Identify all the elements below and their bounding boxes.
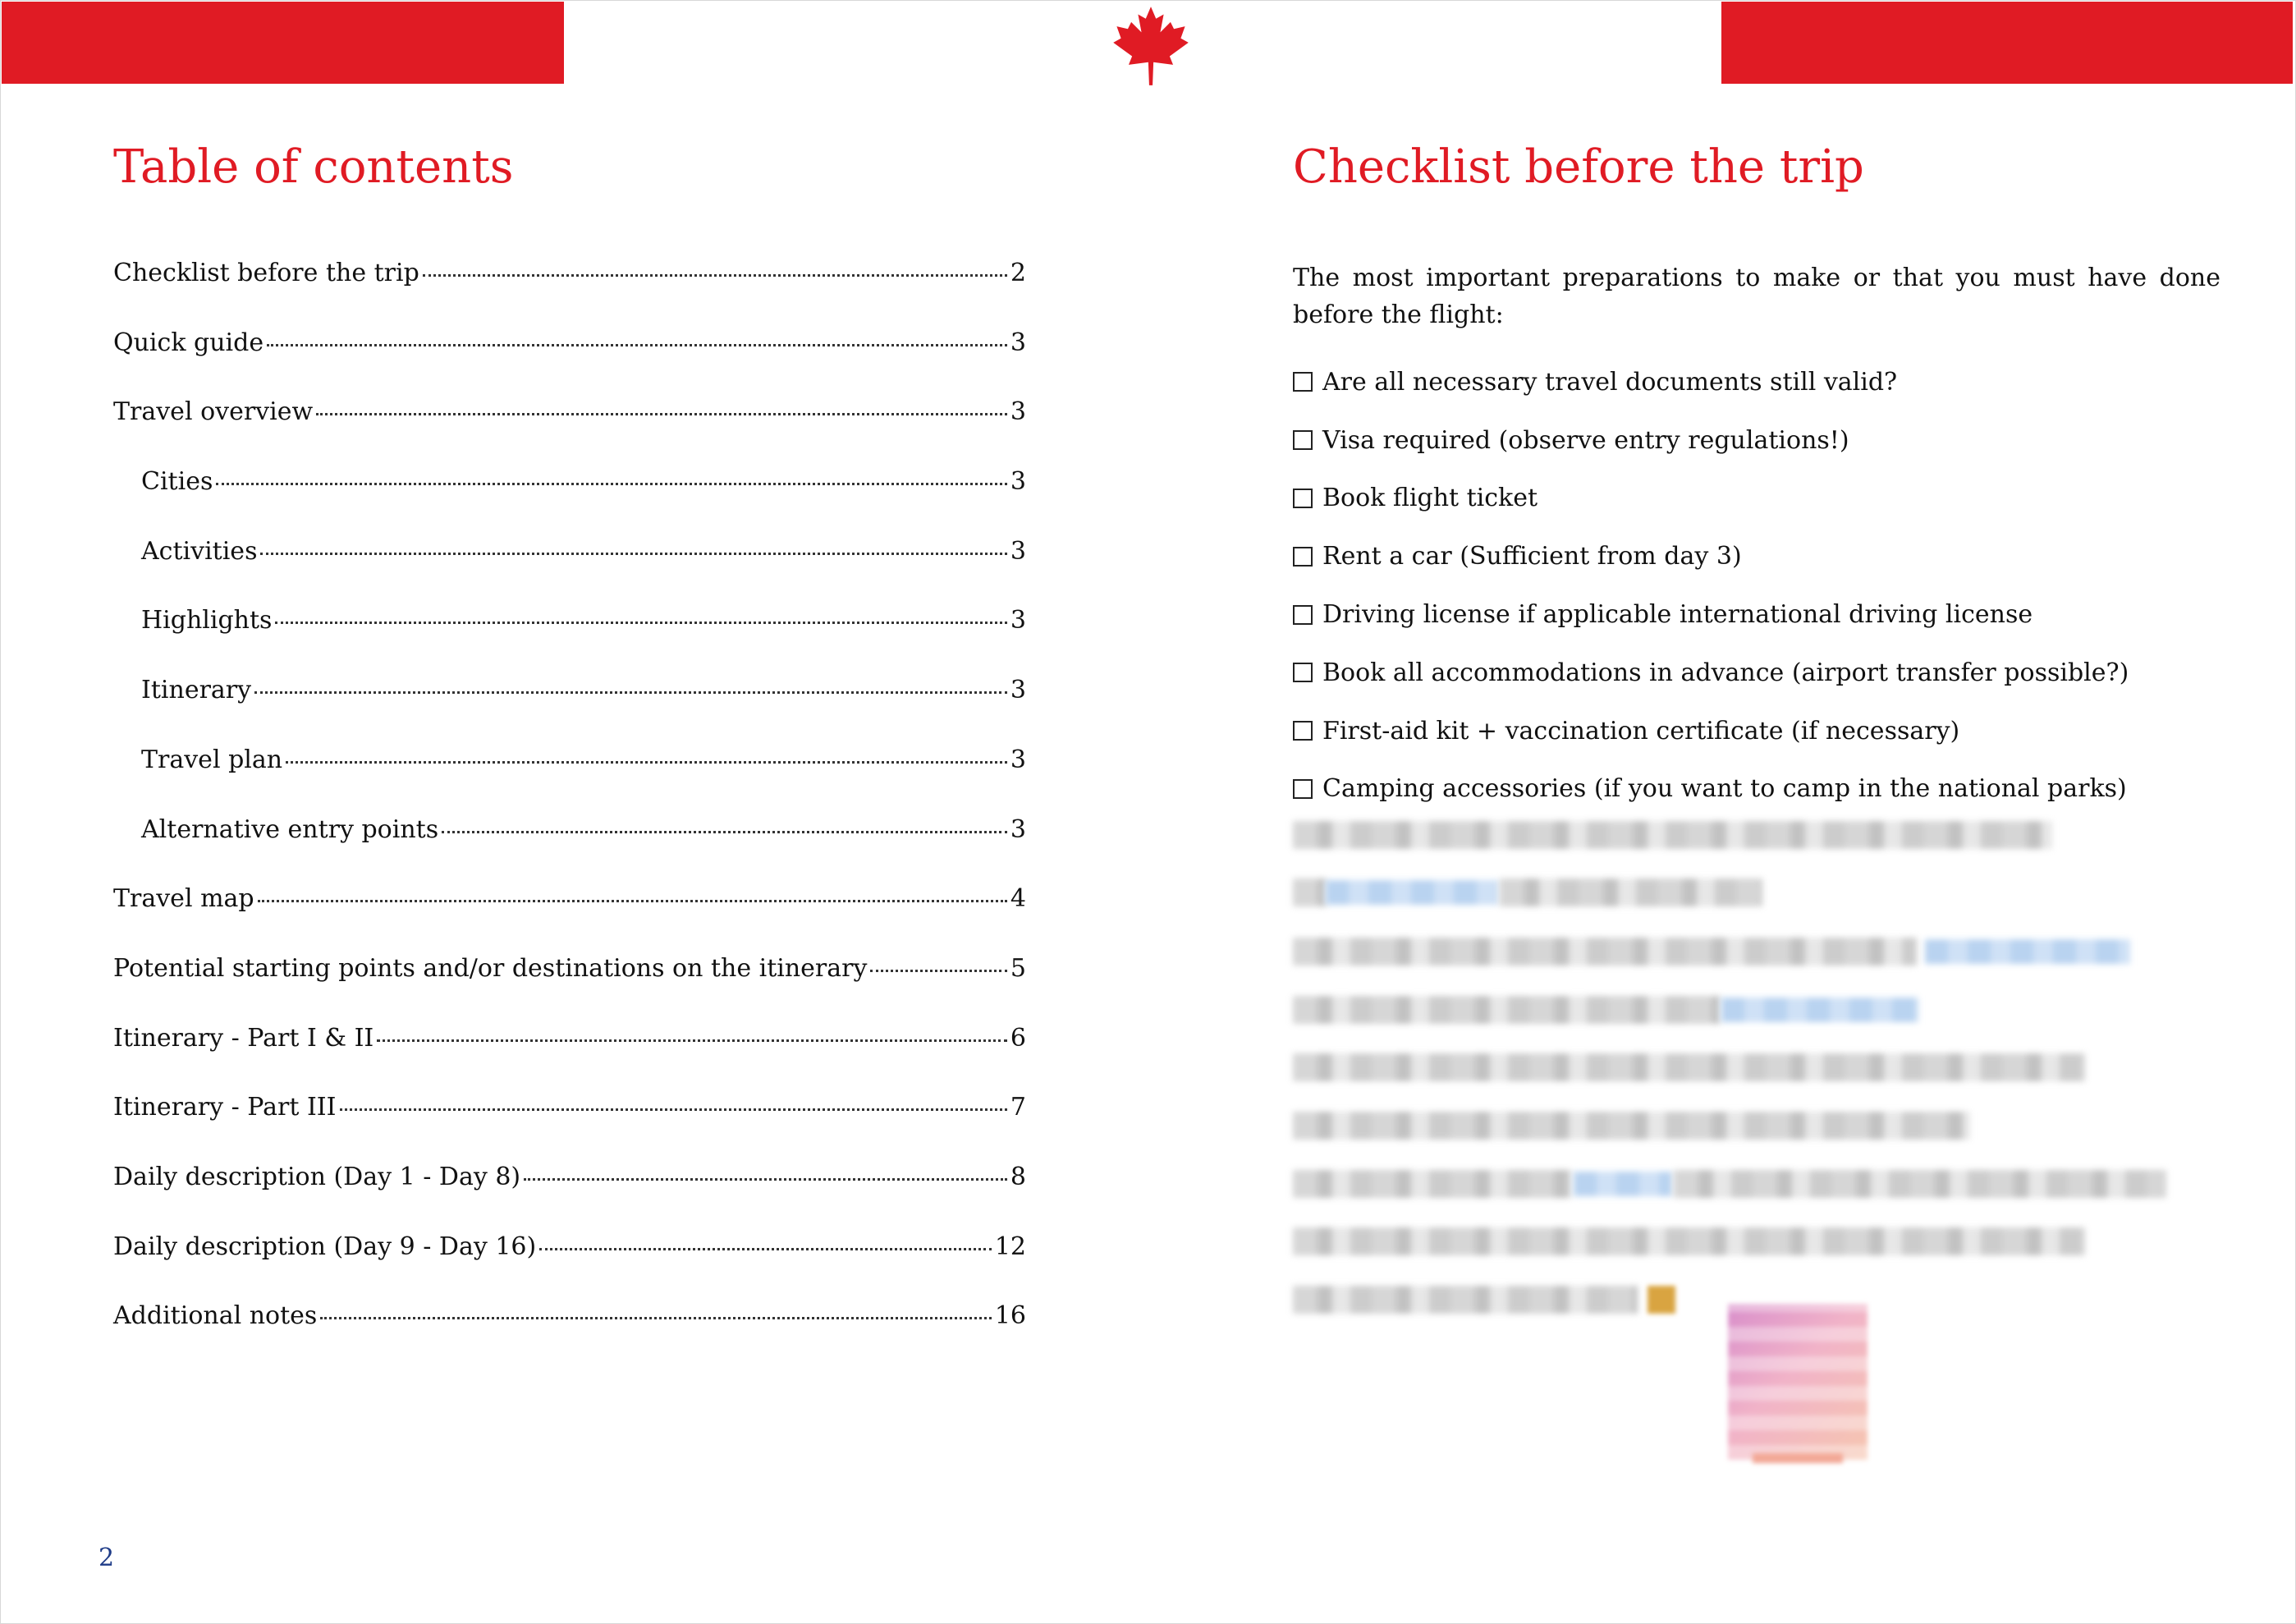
redacted-qr-caption	[1753, 1453, 1843, 1463]
empty-checkbox-icon	[1293, 605, 1313, 625]
toc-entry-title: Travel plan	[141, 745, 283, 774]
toc-entry	[113, 815, 1026, 885]
toc-entry-page: 3	[1010, 606, 1026, 635]
toc-entry-title: Cities	[141, 467, 213, 497]
toc-dot-leader	[539, 1248, 992, 1250]
toc-dot-leader	[524, 1178, 1007, 1181]
toc-entry-title: Quick guide	[113, 328, 264, 357]
toc-entry	[113, 397, 1026, 467]
checklist-item	[1293, 411, 2229, 470]
checklist-item-label: Book all accommodations in advance (airport transfer possible?)	[1322, 658, 2129, 687]
toc-dot-leader	[870, 970, 1006, 972]
toc-entry	[113, 884, 1026, 954]
toc-entry-title: Itinerary - Part III	[113, 1093, 337, 1122]
table-of-contents	[113, 259, 1026, 1371]
checklist-item	[1293, 702, 2229, 760]
toc-entry-page: 3	[1010, 397, 1026, 427]
empty-checkbox-icon	[1293, 779, 1313, 799]
toc-entry-title: Highlights	[141, 606, 273, 635]
toc-entry	[113, 467, 1026, 537]
redacted-qr-code	[1728, 1304, 1868, 1460]
toc-entry-page: 3	[1010, 328, 1026, 357]
checklist-item	[1293, 585, 2229, 644]
checklist-item	[1293, 644, 2229, 702]
empty-checkbox-icon	[1293, 372, 1313, 392]
empty-checkbox-icon	[1293, 489, 1313, 508]
toc-entry-page: 2	[1010, 259, 1026, 287]
toc-entry-title: Checklist before the trip	[113, 259, 419, 287]
toc-entry-title: Additional notes	[113, 1301, 318, 1331]
checklist-heading: Checklist before the trip	[1293, 140, 1864, 194]
toc-dot-leader	[258, 900, 1007, 902]
toc-dot-leader	[377, 1039, 1007, 1042]
toc-entry-page: 3	[1010, 536, 1026, 566]
checklist-item	[1293, 760, 2229, 819]
checklist-item-label: Visa required (observe entry regulations!)	[1322, 425, 1849, 455]
toc-dot-leader	[340, 1108, 1007, 1111]
toc-entry	[113, 1024, 1026, 1094]
maple-leaf-icon	[1108, 3, 1194, 89]
empty-checkbox-icon	[1293, 721, 1313, 741]
page-number: 2	[99, 1544, 115, 1572]
toc-entry	[113, 1163, 1026, 1232]
toc-entry-page: 12	[994, 1232, 1026, 1261]
toc-entry	[113, 259, 1026, 328]
toc-dot-leader	[320, 1317, 992, 1319]
checklist-item-label: Rent a car (Sufficient from day 3)	[1322, 542, 1742, 571]
toc-dot-leader	[216, 483, 1007, 485]
toc-entry-title: Itinerary	[141, 676, 252, 705]
toc-entry-page: 3	[1010, 814, 1026, 844]
checklist-item	[1293, 527, 2229, 585]
toc-dot-leader	[275, 622, 1006, 624]
toc-entry	[113, 537, 1026, 607]
checklist-item-label: First-aid kit + vaccination certificate (if necessary)	[1322, 716, 1960, 745]
header-band-left	[2, 2, 564, 84]
checklist-item-label: Are all necessary travel documents still valid?	[1322, 367, 1898, 397]
toc-heading: Table of contents	[113, 140, 514, 194]
toc-entry-page: 3	[1010, 467, 1026, 497]
toc-entry	[113, 606, 1026, 676]
toc-entry-title: Potential starting points and/or destinations on the itinerary	[113, 953, 868, 983]
checklist-item	[1293, 353, 2229, 411]
toc-entry-title: Travel overview	[113, 397, 314, 427]
toc-entry-page: 3	[1010, 745, 1026, 774]
toc-entry-page: 6	[1010, 1023, 1026, 1053]
checklist-item-label: Driving license if applicable international driving license	[1322, 600, 2033, 630]
toc-entry-title: Alternative entry points	[141, 814, 439, 844]
toc-entry-title: Daily description (Day 1 - Day 8)	[113, 1162, 521, 1191]
header-band-right	[1721, 2, 2293, 84]
checklist	[1293, 353, 2229, 818]
toc-entry-title: Travel map	[113, 884, 254, 914]
toc-dot-leader	[316, 413, 1007, 415]
toc-entry	[113, 1232, 1026, 1302]
toc-entry-page: 8	[1010, 1162, 1026, 1191]
toc-entry	[113, 745, 1026, 815]
empty-checkbox-icon	[1293, 547, 1313, 567]
checklist-intro: The most important preparations to make or that you must have done before the flight:	[1293, 264, 2220, 329]
empty-checkbox-icon	[1293, 430, 1313, 450]
toc-entry-title: Activities	[141, 536, 258, 566]
toc-entry	[113, 328, 1026, 398]
toc-dot-leader	[423, 274, 1007, 277]
toc-entry-page: 16	[994, 1301, 1026, 1331]
toc-dot-leader	[267, 344, 1007, 346]
toc-entry-title: Daily description (Day 9 - Day 16)	[113, 1232, 537, 1261]
toc-entry-page: 7	[1010, 1093, 1026, 1122]
toc-entry	[113, 1093, 1026, 1163]
toc-dot-leader	[286, 761, 1007, 764]
toc-entry-page: 3	[1010, 676, 1026, 705]
toc-dot-leader	[260, 553, 1006, 555]
toc-entry-page: 5	[1010, 953, 1026, 983]
checklist-item	[1293, 470, 2229, 528]
redacted-region	[1293, 821, 2262, 1314]
toc-entry-title: Itinerary - Part I & II	[113, 1023, 374, 1053]
checklist-item-label: Camping accessories (if you want to camp in the national parks)	[1322, 774, 2127, 804]
toc-dot-leader	[442, 831, 1007, 833]
toc-entry	[113, 1301, 1026, 1371]
empty-checkbox-icon	[1293, 663, 1313, 682]
checklist-item-label: Book flight ticket	[1322, 484, 1538, 513]
toc-entry-page: 4	[1010, 884, 1026, 914]
toc-entry	[113, 676, 1026, 745]
toc-entry	[113, 954, 1026, 1024]
toc-dot-leader	[254, 691, 1007, 694]
